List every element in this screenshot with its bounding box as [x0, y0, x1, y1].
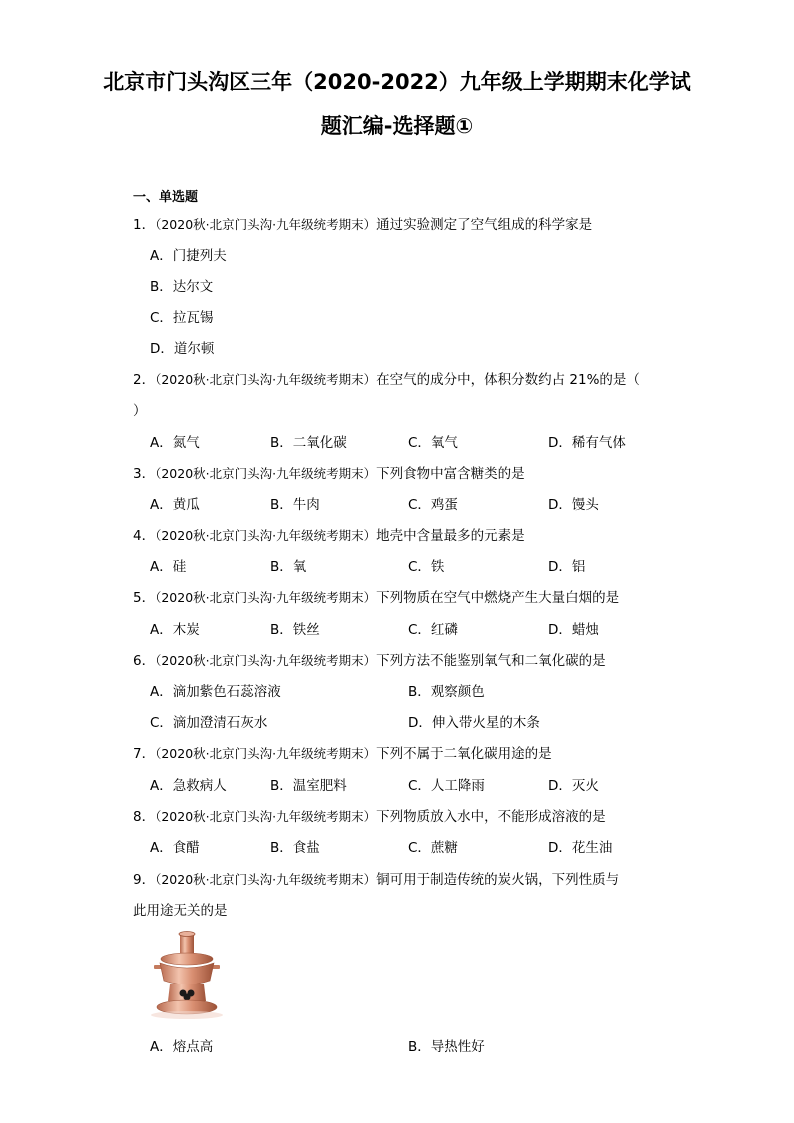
q7-option-c: C．人工降雨: [408, 778, 485, 794]
copper-hotpot-image: [140, 929, 236, 1021]
q9-option-b: B．导热性好: [408, 1039, 485, 1055]
q8-option-d: D．花生油: [548, 840, 613, 856]
q1-option-a: A．门捷列夫: [150, 248, 227, 264]
question-7: 7．（2020秋·北京门头沟·九年级统考期末）下列不属于二氧化碳用途的是: [133, 746, 552, 762]
question-3: 3．（2020秋·北京门头沟·九年级统考期末）下列食物中富含糖类的是: [133, 466, 525, 482]
q5-option-a: A．木炭: [150, 622, 200, 638]
q4-option-b: B．氧: [270, 559, 307, 575]
question-1: 1．（2020秋·北京门头沟·九年级统考期末）通过实验测定了空气组成的科学家是: [133, 217, 593, 233]
q7-option-b: B．温室肥料: [270, 778, 347, 794]
question-9: 9．（2020秋·北京门头沟·九年级统考期末）铜可用于制造传统的炭火锅，下列性质与: [133, 872, 620, 888]
question-2-cont: ）: [133, 403, 147, 419]
q3-option-b: B．牛肉: [270, 497, 320, 513]
q4-option-c: C．铁: [408, 559, 445, 575]
q8-option-a: A．食醋: [150, 840, 200, 856]
q2-option-d: D．稀有气体: [548, 435, 626, 451]
q3-option-a: A．黄瓜: [150, 497, 200, 513]
q5-option-d: D．蜡烛: [548, 622, 599, 638]
q2-option-c: C．氧气: [408, 435, 458, 451]
q5-option-b: B．铁丝: [270, 622, 320, 638]
q8-option-c: C．蔗糖: [408, 840, 458, 856]
q3-option-c: C．鸡蛋: [408, 497, 458, 513]
q7-option-a: A．急救病人: [150, 778, 227, 794]
q2-option-b: B．二氧化碳: [270, 435, 347, 451]
question-6: 6．（2020秋·北京门头沟·九年级统考期末）下列方法不能鉴别氧气和二氧化碳的是: [133, 653, 606, 669]
question-2: 2．（2020秋·北京门头沟·九年级统考期末）在空气的成分中，体积分数约占 21%的是（: [133, 372, 640, 388]
q1-option-d: D．道尔顿: [150, 341, 215, 357]
q8-option-b: B．食盐: [270, 840, 320, 856]
page-title-line2: 题汇编-选择题①: [320, 114, 474, 138]
q7-option-d: D．灭火: [548, 778, 599, 794]
q3-option-d: D．馒头: [548, 497, 599, 513]
q1-option-c: C．拉瓦锡: [150, 310, 214, 326]
section-heading: 一、单选题: [133, 190, 199, 205]
q5-option-c: C．红磷: [408, 622, 458, 638]
question-5: 5．（2020秋·北京门头沟·九年级统考期末）下列物质在空气中燃烧产生大量白烟的是: [133, 590, 620, 606]
q9-option-a: A．熔点高: [150, 1039, 214, 1055]
q1-option-b: B．达尔文: [150, 279, 214, 295]
question-4: 4．（2020秋·北京门头沟·九年级统考期末）地壳中含量最多的元素是: [133, 528, 525, 544]
q4-option-a: A．硅: [150, 559, 187, 575]
q6-option-a: A．滴加紫色石蕊溶液: [150, 684, 281, 700]
page-title-line1: 北京市门头沟区三年（2020-2022）九年级上学期期末化学试: [103, 70, 691, 94]
q6-option-d: D．伸入带火星的木条: [408, 715, 540, 731]
question-9-cont: 此用途无关的是: [133, 903, 228, 919]
q6-option-c: C．滴加澄清石灰水: [150, 715, 268, 731]
q4-option-d: D．铝: [548, 559, 586, 575]
q6-option-b: B．观察颜色: [408, 684, 485, 700]
q2-option-a: A．氮气: [150, 435, 200, 451]
question-8: 8．（2020秋·北京门头沟·九年级统考期末）下列物质放入水中，不能形成溶液的是: [133, 809, 606, 825]
